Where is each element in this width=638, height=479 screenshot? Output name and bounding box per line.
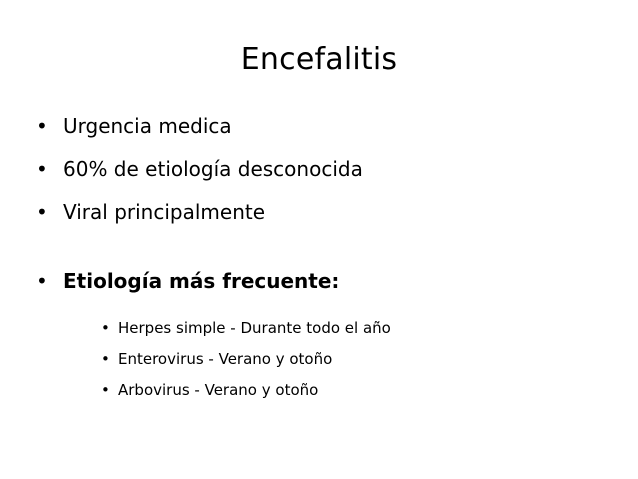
subbullet-item [101, 317, 581, 339]
bullet-text: 60% de etiología desconocida [63, 157, 363, 181]
bullet-dot-icon: • [36, 200, 48, 224]
subbullet-list [101, 317, 581, 410]
bullet-item [36, 198, 616, 226]
subbullet-text: Enterovirus - Verano y otoño [118, 350, 333, 368]
bullet-dot-icon: • [101, 319, 110, 337]
slide-title: Encefalitis [240, 42, 398, 77]
subbullet-text: Herpes simple - Durante todo el año [118, 319, 391, 337]
bullet-item-heading [36, 267, 616, 295]
bullet-list [36, 112, 616, 310]
bullet-dot-icon: • [36, 157, 48, 181]
bullet-text: Urgencia medica [63, 114, 232, 138]
bullet-dot-icon: • [101, 381, 110, 399]
bullet-item [36, 155, 616, 183]
subbullet-item [101, 348, 581, 370]
bullet-item [36, 112, 616, 140]
bullet-dot-icon: • [101, 350, 110, 368]
bullet-text: Etiología más frecuente: [63, 269, 340, 293]
bullet-text: Viral principalmente [63, 200, 266, 224]
bullet-dot-icon: • [36, 114, 48, 138]
bullet-dot-icon: • [36, 269, 48, 293]
subbullet-text: Arbovirus - Verano y otoño [118, 381, 319, 399]
subbullet-item [101, 379, 581, 401]
